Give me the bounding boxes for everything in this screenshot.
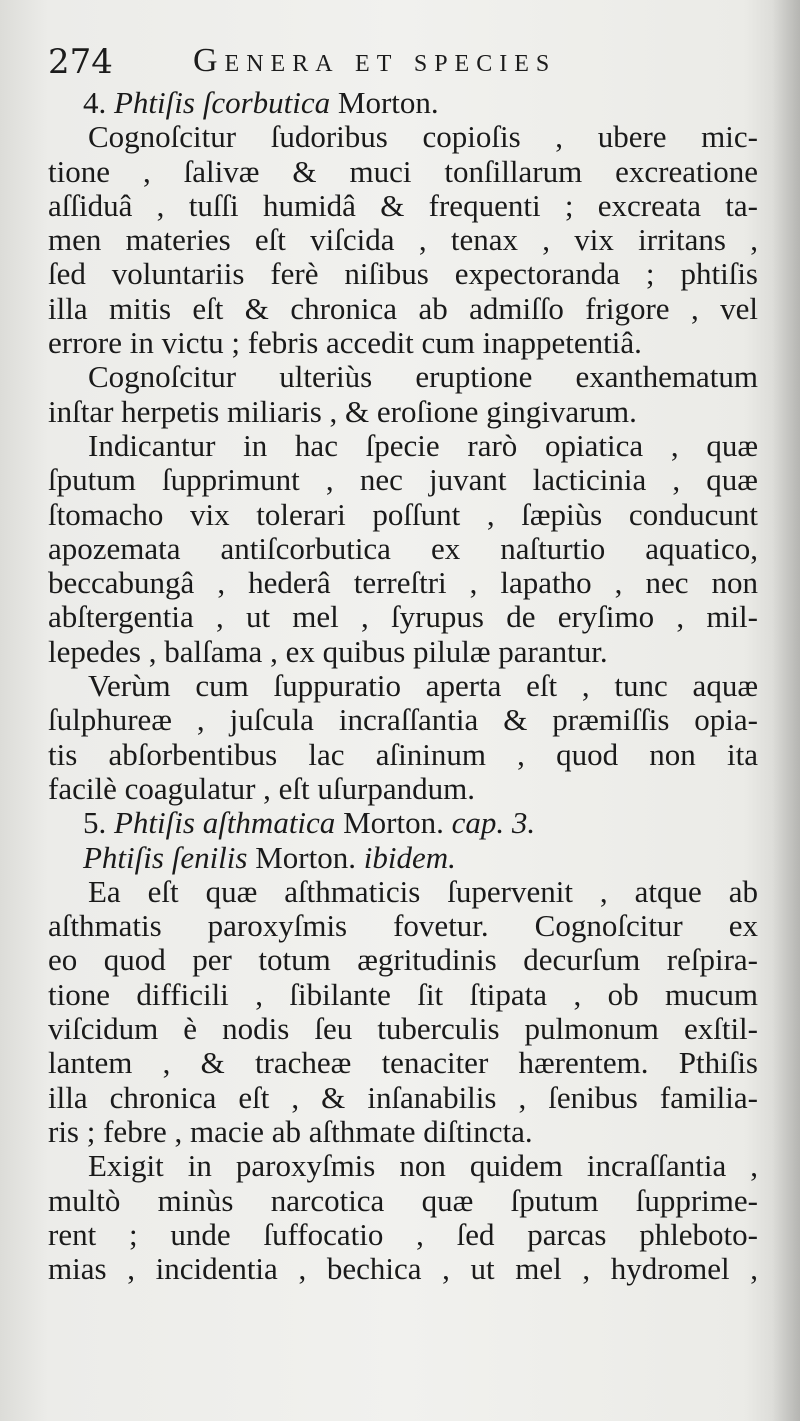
italic-text: Phtiſis ſcorbutica: [114, 85, 331, 120]
text-line: [48, 86, 758, 120]
text-line: [48, 1252, 758, 1286]
text-line: [48, 326, 758, 360]
paragraph: [48, 429, 758, 669]
text-line: [48, 257, 758, 291]
text-segment: Exigit in paroxyſmis non quidem incraſſantia ,: [88, 1148, 758, 1184]
text-segment: ſputum ſupprimunt , nec juvant lacticinia , quæ: [48, 462, 758, 498]
text-segment: mias , incidentia , bechica , ut mel , hydromel ,: [48, 1251, 758, 1287]
text-segment: men materies eſt viſcida , tenax , vix irritans ,: [48, 222, 758, 258]
paragraph: [48, 806, 758, 875]
text-segment: rent ; unde ſuffocatio , ſed parcas phleboto-: [48, 1216, 758, 1252]
text-segment: lepedes , balſama , ex quibus pilulæ parantur.: [48, 633, 608, 669]
text-segment: illa chronica eſt , & inſanabilis , ſenibus familia-: [48, 1079, 758, 1115]
paragraph: [48, 1149, 758, 1286]
text-line: [48, 635, 758, 669]
text-line: [48, 189, 758, 223]
text-segment: apozemata antiſcorbutica ex naſturtio aquatico,: [48, 530, 758, 566]
text-segment: Morton.: [335, 805, 452, 841]
text-segment: viſcidum è nodis ſeu tuberculis pulmonum exſtil-: [48, 1011, 758, 1047]
text-segment: inſtar herpetis miliaris , & eroſione gingivarum.: [48, 393, 637, 429]
text-segment: 4.: [83, 85, 114, 120]
text-line: [48, 841, 758, 875]
text-segment: Morton.: [330, 85, 439, 120]
text-line: [48, 1081, 758, 1115]
text-line: [48, 1046, 758, 1080]
text-line: [48, 1012, 758, 1046]
text-segment: Verùm cum ſuppuratio aperta eſt , tunc aquæ: [88, 668, 758, 704]
text-line: [48, 669, 758, 703]
text-segment: lantem , & tracheæ tenaciter hærentem. Pthiſis: [48, 1045, 758, 1081]
text-segment: tione , ſalivæ & muci tonſillarum excreatione: [48, 153, 758, 189]
text-line: [48, 155, 758, 189]
text-line: [48, 463, 758, 497]
text-line: [48, 1184, 758, 1218]
paragraph: [48, 875, 758, 1149]
page-header: [48, 42, 768, 90]
running-head: Genera et species: [193, 42, 557, 79]
text-line: [48, 532, 758, 566]
text-segment: tione difficili , ſibilante ſit ſtipata , ob mucum: [48, 976, 758, 1012]
text-segment: multò minùs narcotica quæ ſputum ſupprime-: [48, 1182, 758, 1218]
text-segment: illa mitis eſt & chronica ab admiſſo frigore , vel: [48, 290, 758, 326]
italic-text: Phtiſis ſenilis: [83, 839, 248, 875]
text-segment: aſſiduâ , tuſſi humidâ & frequenti ; excreata ta-: [48, 187, 758, 223]
paragraph: [48, 120, 758, 360]
text-line: [48, 703, 758, 737]
text-line: [48, 292, 758, 326]
text-line: [48, 223, 758, 257]
italic-text: Phtiſis aſthmatica: [114, 805, 336, 841]
text-segment: ſed voluntariis ferè niſibus expectoranda ; phtiſis: [48, 256, 758, 292]
text-segment: eo quod per totum ægritudinis decurſum reſpira-: [48, 942, 758, 978]
text-line: [48, 566, 758, 600]
text-segment: tis abſorbentibus lac aſininum , quod non ita: [48, 736, 758, 772]
text-segment: Indicantur in hac ſpecie rarò opiatica , quæ: [88, 427, 758, 463]
text-segment: 5.: [83, 805, 114, 841]
text-segment: ſulphureæ , juſcula incraſſantia & præmiſſis opia-: [48, 702, 758, 738]
italic-text: ibidem.: [363, 839, 456, 875]
page-number: 274: [48, 42, 113, 82]
italic-text: cap. 3.: [451, 805, 536, 841]
text-line: [48, 772, 758, 806]
text-segment: facilè coagulatur , eſt uſurpandum.: [48, 770, 475, 806]
body-text: [48, 86, 758, 1286]
text-segment: Cognoſcitur ulteriùs eruptione exanthematum: [88, 359, 758, 395]
text-segment: aſthmatis paroxyſmis fovetur. Cognoſcitur ex: [48, 908, 758, 944]
text-line: [48, 1218, 758, 1252]
text-line: [48, 875, 758, 909]
text-line: [48, 600, 758, 634]
paragraph: [48, 86, 758, 120]
text-line: [48, 738, 758, 772]
text-line: [48, 978, 758, 1012]
text-line: [48, 498, 758, 532]
text-segment: ris ; febre , macie ab aſthmate diſtincta.: [48, 1113, 533, 1149]
text-line: [48, 429, 758, 463]
paragraph: [48, 360, 758, 429]
text-line: [48, 395, 758, 429]
text-segment: ſtomacho vix tolerari poſſunt , ſæpiùs conducunt: [48, 496, 758, 532]
text-segment: errore in victu ; febris accedit cum inappetentiâ.: [48, 325, 642, 361]
text-segment: abſtergentia , ut mel , ſyrupus de eryſimo , mil-: [48, 599, 758, 635]
text-segment: Morton.: [247, 839, 364, 875]
text-line: [48, 360, 758, 394]
text-line: [48, 943, 758, 977]
text-line: [48, 1149, 758, 1183]
paragraph: [48, 669, 758, 806]
text-segment: beccabungâ , hederâ terreſtri , lapatho , nec non: [48, 565, 758, 601]
text-line: [48, 909, 758, 943]
text-segment: Cognoſcitur ſudoribus copioſis , ubere mic-: [88, 119, 758, 155]
text-segment: Ea eſt quæ aſthmaticis ſupervenit , atque ab: [88, 873, 758, 909]
text-line: [48, 1115, 758, 1149]
text-line: [48, 120, 758, 154]
text-line: [48, 806, 758, 840]
